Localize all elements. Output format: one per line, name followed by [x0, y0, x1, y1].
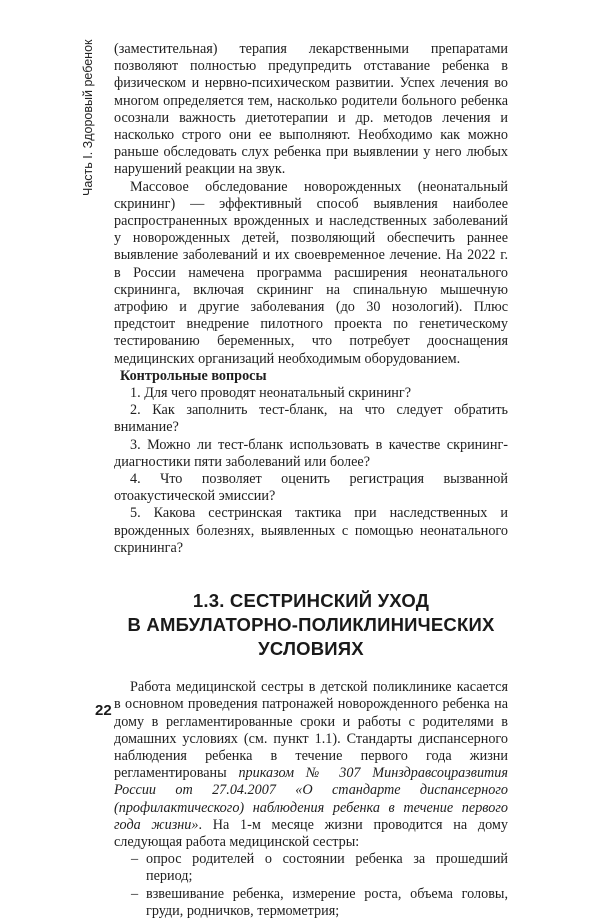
list-item [114, 886, 508, 920]
list-item-text: опрос родителей о состоянии ребенка за прошедший период; [146, 851, 508, 885]
paragraph-outpatient-end: . На 1-м месяце жизни проводится на дому следующая работа медицинской сестры: [114, 816, 508, 850]
paragraph-outpatient-start: Работа медицинской сестры в детской поликлинике касается в основном проведения патронажей новорожденного ребенка на дому в регламентированные сроки и работы с родителями в домашних условиях (см. пункт 1.1). Стандарты диспансерного наблюдения ребенка в течение первого года жизни регламентированы [114, 679, 508, 782]
list-item-text: взвешивание ребенка, измерение роста, объема головы, груди, родничков, термометрия; [146, 885, 508, 919]
question-item: 1. Для чего проводят неонатальный скрининг? [130, 385, 411, 402]
dash-marker: – [131, 885, 139, 902]
paragraph-outpatient [114, 679, 508, 851]
page-content [114, 41, 508, 920]
section-heading-line2: В АМБУЛАТОРНО-ПОЛИКЛИНИЧЕСКИХ УСЛОВИЯХ [127, 614, 495, 660]
question-item: 5. Какова сестринская тактика при наследственных и врожденных болезнях, выявленных с помощью неонатального скрининга? [114, 505, 508, 556]
question-item: 4. Что позволяет оценить регистрация вызванной отоакустической эмиссии? [114, 471, 508, 505]
page-number: 22 [95, 702, 112, 719]
section-heading [114, 589, 508, 661]
questions-title: Контрольные вопросы [120, 367, 267, 384]
list-item [114, 851, 508, 885]
paragraph-screening: Массовое обследование новорожденных (неонатальный скрининг) — эффективный способ выявления наиболее распространенных врожденных и наследственных заболеваний у новорожденных детей, позволяющий обеспечить раннее выявление заболеваний и их своевременное лечение. На 2022 г. в России намечена программа расширения неонатального скрининга, включая скрининг на спинальную мышечную атрофию и другие заболевания (до 30 нозологий). Плюс предстоит внедрение пилотного проекта по генетическому тестированию беременных, что потребует дооснащения медицинских организаций необходимым оборудованием. [114, 178, 508, 367]
paragraph-therapy: (заместительная) терапия лекарственными препаратами позволяют полностью предупредить отставание ребенка в физическом и нервно-психическом развитии. Успех лечения во многом определяется тем, насколько родители больного ребенка осознали важность диетотерапии и др. методов лечения и насколько строго они ее выполняют. Необходимо как можно раньше обследовать слух ребенка при выявлении у него любых нарушений реакции на звук. [114, 41, 508, 178]
running-header: Часть I. Здоровый ребенок [81, 39, 95, 196]
question-item: 2. Как заполнить тест-бланк, на что следует обратить внимание? [114, 402, 508, 436]
question-item: 3. Можно ли тест-бланк использовать в качестве скрининг-диагностики пяти заболеваний или более? [114, 436, 508, 470]
section-heading-line1: 1.3. СЕСТРИНСКИЙ УХОД [192, 590, 430, 612]
order-reference: приказом № 307 Минздравсоцразвития России от 27.04.2007 «О стандарте диспансерного (профилактического) наблюдения ребенка в течение первого года жизни» [114, 765, 508, 833]
dash-marker: – [131, 851, 139, 868]
